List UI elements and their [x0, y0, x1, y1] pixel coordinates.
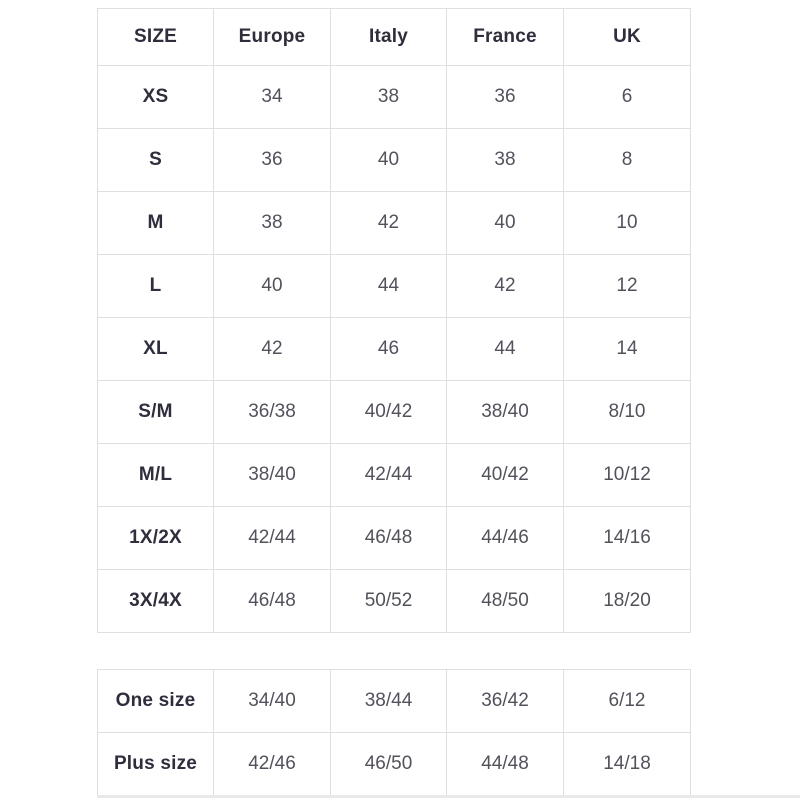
value-cell: 46/48: [331, 507, 447, 570]
value-cell: 46/48: [214, 570, 331, 633]
value-cell: 38: [331, 66, 447, 129]
value-cell: 8: [564, 129, 691, 192]
table-row-one-size: [98, 670, 691, 733]
header-uk: UK: [564, 9, 691, 66]
value-cell: 42: [331, 192, 447, 255]
value-cell: 38: [214, 192, 331, 255]
value-cell: 44/46: [447, 507, 564, 570]
value-cell: 18/20: [564, 570, 691, 633]
value-cell: 46/50: [331, 733, 447, 796]
value-cell: 34: [214, 66, 331, 129]
size-conversion-table: [97, 8, 691, 633]
table-row-m-l: [98, 444, 691, 507]
value-cell: 12: [564, 255, 691, 318]
size-label: S/M: [98, 381, 214, 444]
table-row-s: [98, 129, 691, 192]
value-cell: 50/52: [331, 570, 447, 633]
value-cell: 14/16: [564, 507, 691, 570]
size-label: M: [98, 192, 214, 255]
value-cell: 14: [564, 318, 691, 381]
value-cell: 6: [564, 66, 691, 129]
value-cell: 42/46: [214, 733, 331, 796]
special-sizes-table: [97, 669, 691, 796]
value-cell: 38/40: [447, 381, 564, 444]
value-cell: 42/44: [331, 444, 447, 507]
value-cell: 6/12: [564, 670, 691, 733]
size-label: One size: [98, 670, 214, 733]
value-cell: 42: [447, 255, 564, 318]
size-label: 1X/2X: [98, 507, 214, 570]
cutoff-element-edge: [97, 795, 800, 798]
value-cell: 40: [214, 255, 331, 318]
value-cell: 10/12: [564, 444, 691, 507]
table-header-row: [98, 9, 691, 66]
table-row-1x-2x: [98, 507, 691, 570]
size-label: L: [98, 255, 214, 318]
size-tables-container: [97, 8, 690, 796]
value-cell: 40/42: [447, 444, 564, 507]
table-row-m: [98, 192, 691, 255]
value-cell: 14/18: [564, 733, 691, 796]
table-row-s-m: [98, 381, 691, 444]
table-row-plus-size: [98, 733, 691, 796]
header-italy: Italy: [331, 9, 447, 66]
header-size: SIZE: [98, 9, 214, 66]
tables-gap: [97, 633, 690, 669]
header-europe: Europe: [214, 9, 331, 66]
size-label: M/L: [98, 444, 214, 507]
size-label: Plus size: [98, 733, 214, 796]
table-row-xl: [98, 318, 691, 381]
value-cell: 38/44: [331, 670, 447, 733]
value-cell: 36: [447, 66, 564, 129]
value-cell: 40: [331, 129, 447, 192]
size-label: XS: [98, 66, 214, 129]
size-label: XL: [98, 318, 214, 381]
table-row-3x-4x: [98, 570, 691, 633]
value-cell: 46: [331, 318, 447, 381]
value-cell: 36/42: [447, 670, 564, 733]
header-france: France: [447, 9, 564, 66]
size-label: S: [98, 129, 214, 192]
table-row-l: [98, 255, 691, 318]
value-cell: 34/40: [214, 670, 331, 733]
value-cell: 40: [447, 192, 564, 255]
value-cell: 48/50: [447, 570, 564, 633]
value-cell: 40/42: [331, 381, 447, 444]
value-cell: 44: [331, 255, 447, 318]
value-cell: 36/38: [214, 381, 331, 444]
value-cell: 10: [564, 192, 691, 255]
value-cell: 8/10: [564, 381, 691, 444]
value-cell: 44/48: [447, 733, 564, 796]
value-cell: 42/44: [214, 507, 331, 570]
value-cell: 44: [447, 318, 564, 381]
size-label: 3X/4X: [98, 570, 214, 633]
value-cell: 42: [214, 318, 331, 381]
table-row-xs: [98, 66, 691, 129]
value-cell: 38: [447, 129, 564, 192]
value-cell: 38/40: [214, 444, 331, 507]
value-cell: 36: [214, 129, 331, 192]
